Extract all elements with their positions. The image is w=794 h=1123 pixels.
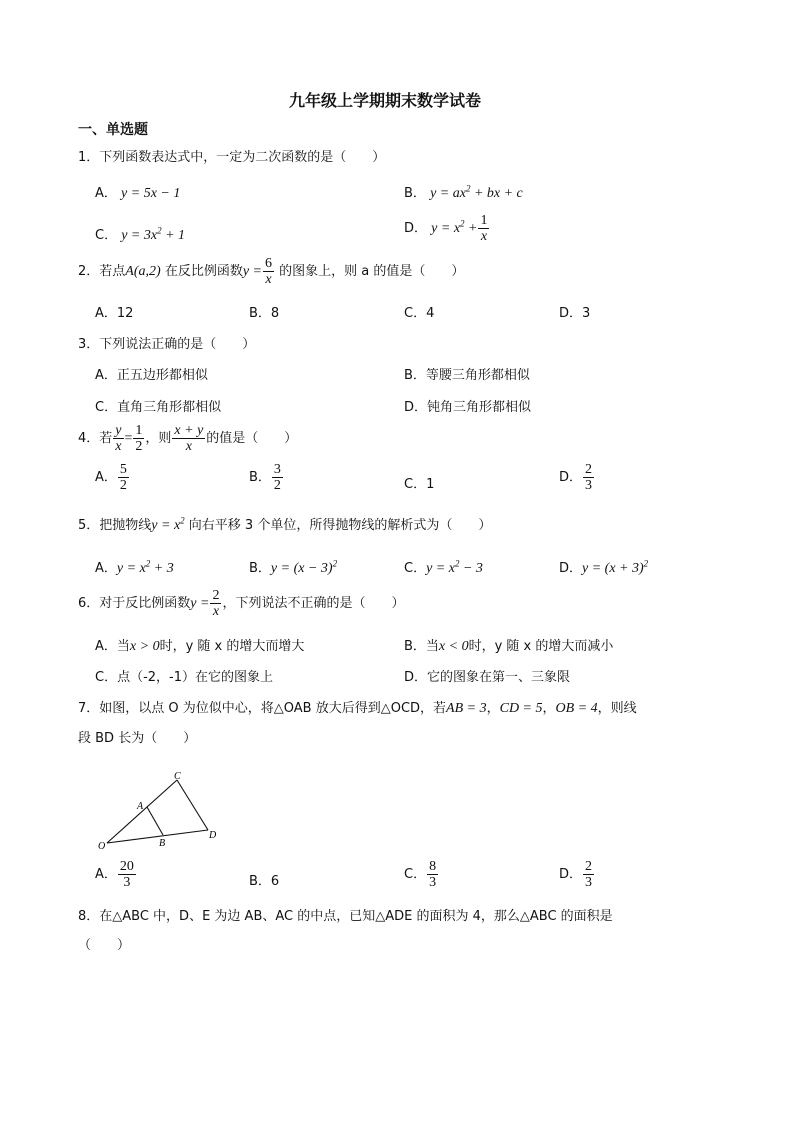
q3-option-a: A．正五边形都相似: [95, 368, 208, 383]
q7-ob: OB = 4: [555, 701, 598, 716]
q5-option-d: [559, 557, 648, 577]
q2-option-b: B．8: [249, 306, 280, 321]
q6-option-a-condition: x > 0: [129, 639, 160, 654]
q4-option-a: [95, 462, 130, 493]
q1-option-a: [95, 182, 180, 202]
label-d: D: [209, 830, 217, 841]
q5-option-a: [95, 557, 174, 577]
q6-option-b-text-2: 时，y 随 x 的增大而减小: [468, 639, 614, 654]
q5-option-c-label: C．: [404, 561, 427, 576]
q2-func: y =: [242, 264, 262, 279]
question-7-stem-line-2: 段 BD 长为（ ）: [78, 731, 197, 746]
line-obd: [107, 830, 208, 843]
q5-text-1: 5．把抛物线: [78, 518, 152, 533]
q2-point: A(a,2): [125, 264, 161, 279]
q1-option-d-fraction: $\frac{1}{x}$: [480, 213, 488, 244]
q5-option-c-formula: $y = x^2 - 3$: [426, 558, 483, 576]
question-1-stem: 1．下列函数表达式中，一定为二次函数的是（ ）: [78, 150, 386, 165]
q1-option-b-formula: $y = ax^2$ + bx + c: [430, 183, 523, 201]
question-7-stem: 7．如图，以点 O 为位似中心，将△OAB 放大后得到△OCD，若AB = 3，CD = 5，OB = 4，则线: [78, 701, 637, 716]
q2-option-d: D．3: [559, 306, 591, 321]
q2-text-3: 的图象上，则 a 的值是（ ）: [279, 264, 465, 279]
q5-option-c: [404, 557, 483, 577]
q6-option-a: [95, 635, 304, 655]
q5-option-b-formula: $y = (x - 3)^2$: [270, 558, 338, 576]
question-8-stem-line-2: （ ）: [78, 938, 131, 953]
q7-option-d-label: D．: [559, 867, 583, 882]
q7-option-b: B．6: [249, 874, 280, 889]
q2-text-2: 在反比例函数: [164, 264, 243, 279]
q2-text-1: 2．若点: [78, 264, 126, 279]
q6-func: y =: [190, 596, 210, 611]
q4-option-d: [559, 462, 595, 493]
q2-func-fraction: $\frac{6}{x}$: [265, 256, 272, 287]
q6-func-fraction: $\frac{2}{x}$: [212, 588, 220, 619]
q3-option-b: B．等腰三角形都相似: [404, 368, 530, 383]
q4-expression: $\frac{x + y}{x}$: [174, 423, 204, 454]
q6-option-d: D．它的图象在第一、三象限: [404, 670, 571, 685]
q6-text-2: ，下列说法不正确的是（ ）: [222, 596, 405, 611]
q5-option-b: [249, 557, 337, 577]
section-heading: 一、单选题: [78, 122, 148, 138]
q1-option-b: [404, 182, 523, 202]
q6-option-b: [404, 635, 613, 655]
q4-option-d-fraction: $\frac{2}{3}$: [585, 462, 593, 493]
line-cd: [177, 780, 208, 830]
q7-option-c: [404, 859, 439, 890]
label-c: C: [174, 771, 181, 782]
q1-option-c: [95, 224, 185, 244]
q7-option-d: [559, 859, 595, 890]
question-4-stem: 4．若 $\frac{y}{x}$ = $\frac{1}{2}$ ，则 $\frac{x + y}{x}$ 的值是（ ）: [78, 423, 298, 454]
q4-option-a-label: A．: [95, 470, 117, 485]
q4-option-a-fraction: $\frac{5}{2}$: [119, 462, 127, 493]
q4-option-b-fraction: $\frac{3}{2}$: [273, 462, 281, 493]
q4-option-b: [249, 462, 284, 493]
q2-option-a: A．12: [95, 306, 134, 321]
q3-option-c: C．直角三角形都相似: [95, 400, 222, 415]
label-o: O: [98, 841, 106, 852]
q7-ab: AB = 3: [446, 701, 487, 716]
q7-option-a-label: A．: [95, 867, 117, 882]
q7-option-d-fraction: $\frac{2}{3}$: [585, 859, 593, 890]
q2-option-c: C．4: [404, 306, 435, 321]
q7-option-c-fraction: $\frac{8}{3}$: [429, 859, 437, 890]
q7-option-c-label: C．: [404, 867, 427, 882]
q6-option-a-text-2: 时，y 随 x 的增大而增大: [159, 639, 305, 654]
q7-text-1: 7．如图，以点 O 为位似中心，将△OAB 放大后得到△OCD，若: [78, 701, 447, 716]
q7-option-a: [95, 859, 137, 890]
q1-option-d-formula: $y = x^2$ +: [431, 218, 478, 236]
q3-option-d: D．钝角三角形都相似: [404, 400, 532, 415]
q4-text-2: ，则: [145, 431, 172, 446]
q5-option-d-label: D．: [559, 561, 583, 576]
q6-option-c: C．点（-2，-1）在它的图象上: [95, 670, 274, 685]
question-3-stem: 3．下列说法正确的是（ ）: [78, 337, 256, 352]
similar-triangles-figure: [95, 770, 225, 855]
question-8-stem: 8．在△ABC 中，D、E 为边 AB、AC 的中点，已知△ADE 的面积为 4，那么△ABC 的面积是: [78, 909, 613, 924]
q6-option-a-text-1: A．当: [95, 639, 130, 654]
q7-text-2: ，则线: [597, 701, 637, 716]
question-2-stem: [78, 256, 464, 287]
q4-text-1: 4．若: [78, 431, 113, 446]
q1-option-c-formula: $y = 3x^2 + 1$: [121, 225, 186, 243]
label-a: A: [137, 801, 144, 812]
q5-text-2: 向右平移 3 个单位，所得抛物线的解析式为（ ）: [188, 518, 492, 533]
q1-option-d-label: D．: [404, 221, 428, 236]
q5-option-a-label: A．: [95, 561, 117, 576]
q6-option-b-text-1: B．当: [404, 639, 439, 654]
q1-option-a-label: A．: [95, 186, 117, 201]
question-5-stem: [78, 514, 491, 534]
q1-option-c-label: C．: [95, 228, 118, 243]
question-6-stem: [78, 588, 404, 619]
q1-option-d: [404, 213, 490, 244]
q5-option-d-formula: $y = (x + 3)^2$: [582, 558, 649, 576]
q6-text-1: 6．对于反比例函数: [78, 596, 191, 611]
q4-text-3: 的值是（ ）: [206, 431, 298, 446]
q5-option-a-formula: $y = x^2 + 3$: [116, 558, 174, 576]
q1-option-b-label: B．: [404, 186, 426, 201]
q7-cd: CD = 5: [499, 701, 543, 716]
line-ab: [147, 807, 163, 835]
q4-option-d-label: D．: [559, 470, 583, 485]
q4-option-b-label: B．: [249, 470, 271, 485]
q5-func: $y = x^2$: [151, 515, 185, 533]
page-title: 九年级上学期期末数学试卷: [289, 91, 482, 110]
q4-option-c: C．1: [404, 477, 435, 492]
q4-given-right: $\frac{1}{2}$: [135, 423, 143, 454]
label-b: B: [159, 838, 166, 849]
q5-option-b-label: B．: [249, 561, 271, 576]
q7-option-a-fraction: $\frac{20}{3}$: [119, 859, 134, 890]
q1-option-a-formula: y = 5x − 1: [121, 186, 181, 201]
q6-option-b-condition: x < 0: [438, 639, 469, 654]
q4-given-left: $\frac{y}{x}$: [115, 423, 122, 454]
